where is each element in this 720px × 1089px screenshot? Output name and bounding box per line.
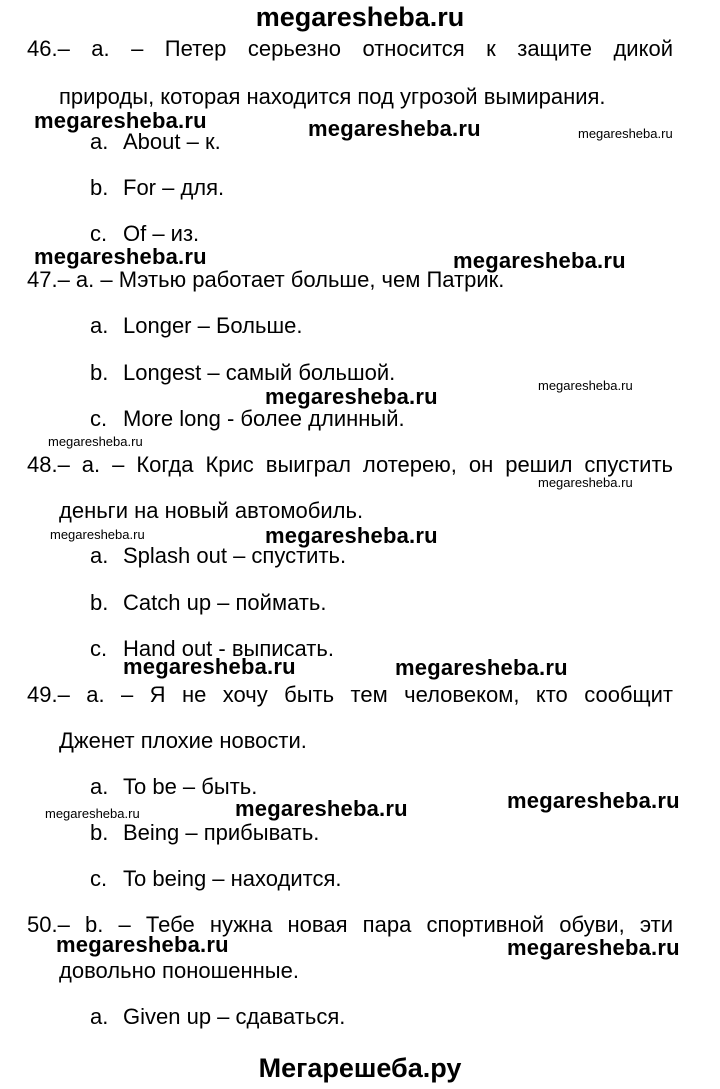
option-text: Of – из.	[123, 221, 200, 246]
option-letter: a.	[90, 313, 109, 338]
watermark: megaresheba.ru	[265, 523, 438, 548]
watermark: megaresheba.ru	[578, 126, 673, 141]
watermark: megaresheba.ru	[507, 935, 680, 960]
option-letter: a.	[90, 129, 109, 154]
option-text: Longer – Больше.	[123, 313, 303, 338]
option-text: Given up – сдаваться.	[123, 1004, 346, 1029]
option-letter: a.	[90, 1004, 109, 1029]
watermark: megaresheba.ru	[123, 654, 296, 679]
option-text: To being – находится.	[123, 866, 342, 891]
watermark: megaresheba.ru	[34, 244, 207, 269]
option-letter: b.	[90, 360, 109, 385]
option-text: For – для.	[123, 175, 225, 200]
watermark: megaresheba.ru	[48, 434, 143, 449]
option-text: Splash out – спустить.	[123, 543, 347, 568]
option-text: Hand out - выписать.	[123, 636, 334, 661]
page-header: megaresheba.ru	[255, 2, 465, 32]
option-text: Being – прибывать.	[123, 820, 320, 845]
option-letter: b.	[90, 820, 109, 845]
watermark: megaresheba.ru	[507, 788, 680, 813]
question-48-line1: 48.– a. – Когда Крис выиграл лотерею, он решил спустить	[27, 452, 673, 477]
watermark: megaresheba.ru	[453, 248, 626, 273]
watermark: megaresheba.ru	[538, 475, 633, 490]
question-46-line2: природы, которая находится под угрозой вымирания.	[59, 84, 606, 109]
question-49-line2: Дженет плохие новости.	[59, 728, 307, 753]
option-letter: a.	[90, 543, 109, 568]
question-47-line1: 47.– a. – Мэтью работает больше, чем Патрик.	[27, 267, 505, 292]
option-letter: b.	[90, 590, 109, 615]
option-letter: c.	[90, 866, 108, 891]
watermark: megaresheba.ru	[538, 378, 633, 393]
watermark: megaresheba.ru	[265, 384, 438, 409]
watermark: megaresheba.ru	[308, 116, 481, 141]
option-letter: c.	[90, 636, 108, 661]
question-50-line2: довольно поношенные.	[59, 958, 299, 983]
option-text: To be – быть.	[123, 774, 258, 799]
question-46-line1: 46.– a. – Петер серьезно относится к защите дикой	[27, 36, 673, 61]
option-text: About – к.	[123, 129, 221, 154]
watermark: megaresheba.ru	[235, 796, 408, 821]
watermark: megaresheba.ru	[395, 655, 568, 680]
question-50-line1: 50.– b. – Тебе нужна новая пара спортивной обуви, эти	[27, 912, 673, 937]
question-48-line2: деньги на новый автомобиль.	[59, 498, 364, 523]
watermark: megaresheba.ru	[45, 806, 140, 821]
option-text: More long - более длинный.	[123, 406, 405, 431]
question-49-line1: 49.– a. – Я не хочу быть тем человеком, кто сообщит	[27, 682, 673, 707]
option-letter: a.	[90, 774, 109, 799]
option-letter: b.	[90, 175, 109, 200]
option-letter: c.	[90, 221, 108, 246]
watermark: megaresheba.ru	[50, 527, 145, 542]
watermark: megaresheba.ru	[34, 108, 207, 133]
option-text: Longest – самый большой.	[123, 360, 396, 385]
option-letter: c.	[90, 406, 108, 431]
option-text: Catch up – поймать.	[123, 590, 327, 615]
page-footer: Мегарешеба.ру	[258, 1053, 462, 1083]
watermark: megaresheba.ru	[56, 932, 229, 957]
